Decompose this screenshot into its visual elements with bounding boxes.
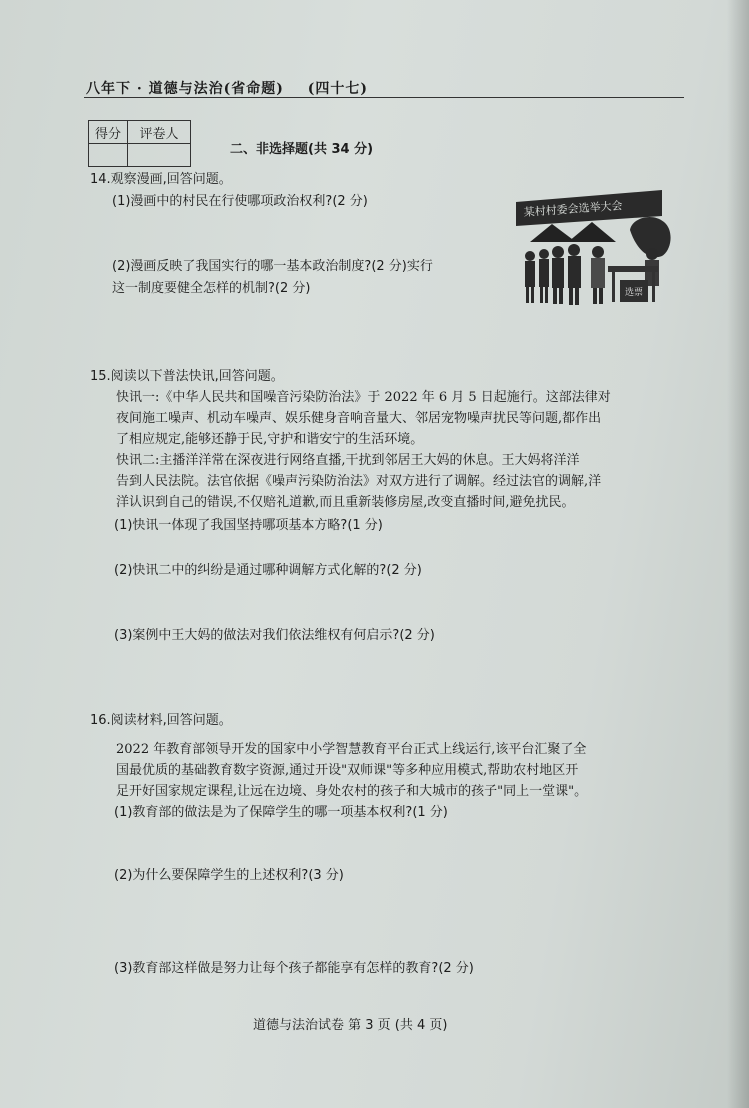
q15-line-3: 了相应规定,能够还静于民,守护和谐安宁的生活环境。 [116,432,424,447]
election-cartoon [512,190,682,312]
q14-sub2-line2: 这一制度要健全怎样的机制?(2 分) [112,281,311,296]
header-title: 八年下 · 道德与法治(省命题) [86,81,284,97]
q14-sub1: (1)漫画中的村民在行使哪项政治权利?(2 分) [112,194,368,209]
q14-sub2-line1: (2)漫画反映了我国实行的哪一基本政治制度?(2 分)实行 [112,259,433,274]
q15-line-2: 夜间施工噪声、机动车噪声、娱乐健身音响音量大、邻居宠物噪声扰民等问题,都作出 [116,411,602,426]
q14-stem: 14.观察漫画,回答问题。 [90,172,232,187]
score-cell[interactable] [89,144,128,167]
q15-stem: 15.阅读以下普法快讯,回答问题。 [90,369,284,384]
header-rule [84,97,684,98]
q16-sub3: (3)教育部这样做是努力让每个孩子都能享有怎样的教育?(2 分) [114,961,474,976]
q16-stem: 16.阅读材料,回答问题。 [90,713,232,728]
q15-sub1: (1)快讯一体现了我国坚持哪项基本方略?(1 分) [114,518,383,533]
score-box [88,120,191,167]
score-label: 得分 [89,121,128,144]
q15-line-5: 告到人民法院。法官依据《噪声污染防治法》对双方进行了调解。经过法官的调解,洋 [116,474,602,489]
section-title: 二、非选择题(共 34 分) [230,142,374,157]
q16-sub2: (2)为什么要保障学生的上述权利?(3 分) [114,868,344,883]
q16-line-2: 国最优质的基础教育数字资源,通过开设"双师课"等多种应用模式,帮助农村地区开 [116,763,579,778]
q15-line-6: 洋认识到自己的错误,不仅赔礼道歉,而且重新装修房屋,改变直播时间,避免扰民。 [116,495,575,510]
q15-sub2: (2)快讯二中的纠纷是通过哪种调解方式化解的?(2 分) [114,563,422,578]
page-footer: 道德与法治试卷 第 3 页 (共 4 页) [253,1018,448,1033]
ballot-box-label: 选票 [625,288,644,298]
grader-label: 评卷人 [128,121,191,144]
cartoon-banner-text: 某村村委会选举大会 [523,199,623,219]
q16-line-1: 2022 年教育部领导开发的国家中小学智慧教育平台正式上线运行,该平台汇聚了全 [116,742,587,757]
q15-sub3: (3)案例中王大妈的做法对我们依法维权有何启示?(2 分) [114,628,435,643]
q16-line-3: 足开好国家规定课程,让远在边境、身处农村的孩子和大城市的孩子"同上一堂课"。 [116,784,588,799]
page-edge-shadow [727,0,749,1108]
page-header [86,78,368,98]
grader-cell[interactable] [128,144,191,167]
header-number: (四十七) [307,81,368,97]
q15-line-1: 快讯一:《中华人民共和国噪音污染防治法》于 2022 年 6 月 5 日起施行。这部法律对 [116,390,611,405]
q16-sub1: (1)教育部的做法是为了保障学生的哪一项基本权利?(1 分) [114,805,448,820]
q15-line-4: 快讯二:主播洋洋常在深夜进行网络直播,干扰到邻居王大妈的休息。王大妈将洋洋 [116,453,580,468]
